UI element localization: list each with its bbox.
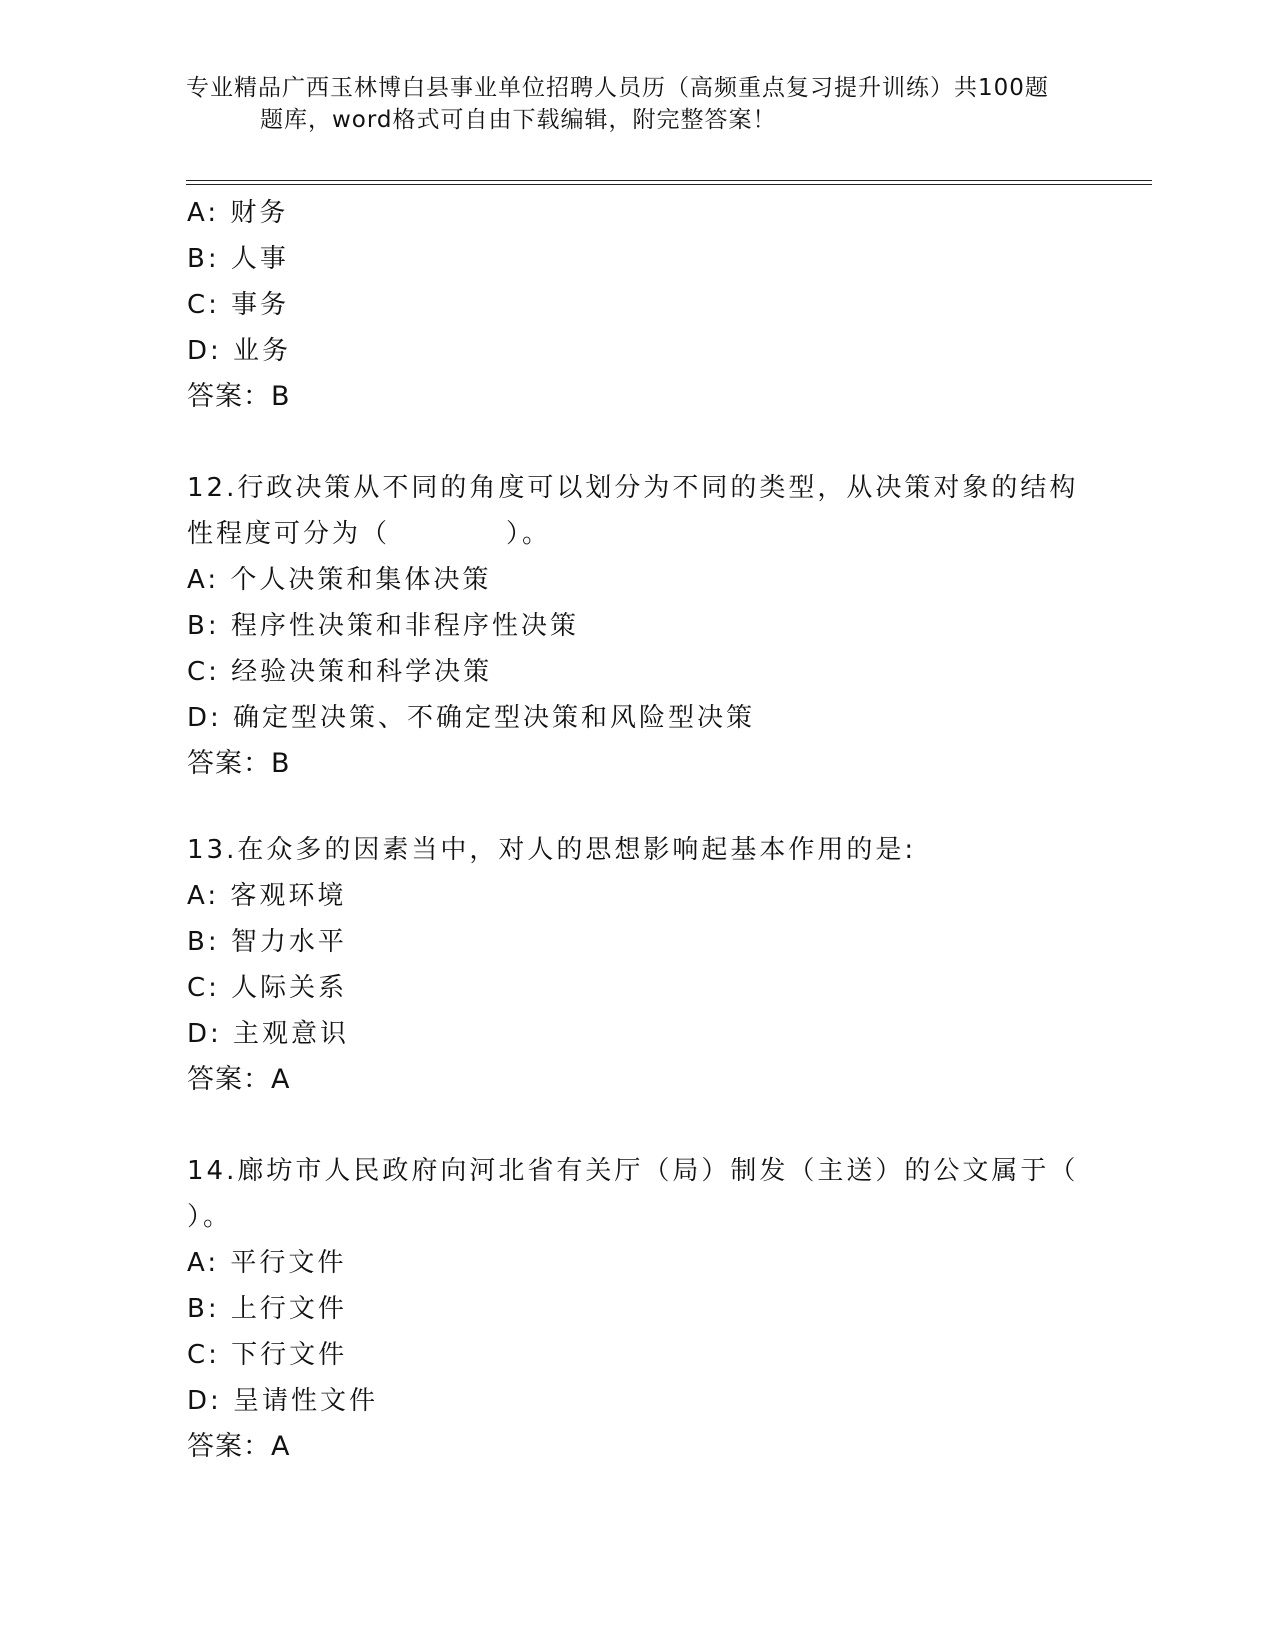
option-a: A: 平行文件 (187, 1248, 347, 1278)
option-c: C: 事务 (187, 290, 290, 320)
option-c: C: 经验决策和科学决策 (187, 657, 493, 687)
answer: 答案：A (187, 1064, 291, 1095)
question-stem-continued: 性程度可分为（ ）。 (187, 519, 552, 549)
option-a: A: 个人决策和集体决策 (187, 565, 492, 595)
question-stem-continued: ）。 (187, 1202, 233, 1232)
question-stem: 12.行政决策从不同的角度可以划分为不同的类型，从决策对象的结构 (187, 473, 1079, 503)
question-14 (187, 1148, 1107, 1470)
spacer (187, 420, 1107, 465)
option-d: D: 确定型决策、不确定型决策和风险型决策 (187, 703, 756, 733)
answer: 答案：B (187, 748, 291, 779)
option-b: B: 智力水平 (187, 927, 347, 957)
question-content (187, 190, 1107, 1470)
page-header (186, 72, 1086, 136)
question-11 (187, 190, 1107, 420)
spacer (187, 787, 1107, 827)
question-13 (187, 827, 1107, 1103)
option-c: C: 下行文件 (187, 1340, 348, 1370)
option-c: C: 人际关系 (187, 973, 348, 1003)
question-stem: 14.廊坊市人民政府向河北省有关厅（局）制发（主送）的公文属于（ (187, 1156, 1079, 1186)
option-b: B: 程序性决策和非程序性决策 (187, 611, 579, 641)
header-rule-top (186, 180, 1152, 181)
question-12 (187, 465, 1107, 787)
option-d: D: 业务 (187, 336, 292, 366)
header-title-line2: 题库，word格式可自由下载编辑，附完整答案！ (260, 107, 777, 133)
header-title-line1: 专业精品广西玉林博白县事业单位招聘人员历（高频重点复习提升训练）共100题 (186, 75, 1049, 101)
answer: 答案：A (187, 1431, 291, 1462)
option-d: D: 主观意识 (187, 1019, 350, 1049)
question-stem: 13.在众多的因素当中，对人的思想影响起基本作用的是: (187, 835, 917, 865)
option-b: B: 人事 (187, 244, 289, 274)
option-a: A: 客观环境 (187, 881, 347, 911)
option-d: D: 呈请性文件 (187, 1386, 379, 1416)
option-a: A: 财务 (187, 198, 289, 228)
spacer (187, 1103, 1107, 1148)
header-rule-bottom (186, 184, 1152, 185)
answer: 答案：B (187, 381, 291, 412)
option-b: B: 上行文件 (187, 1294, 347, 1324)
